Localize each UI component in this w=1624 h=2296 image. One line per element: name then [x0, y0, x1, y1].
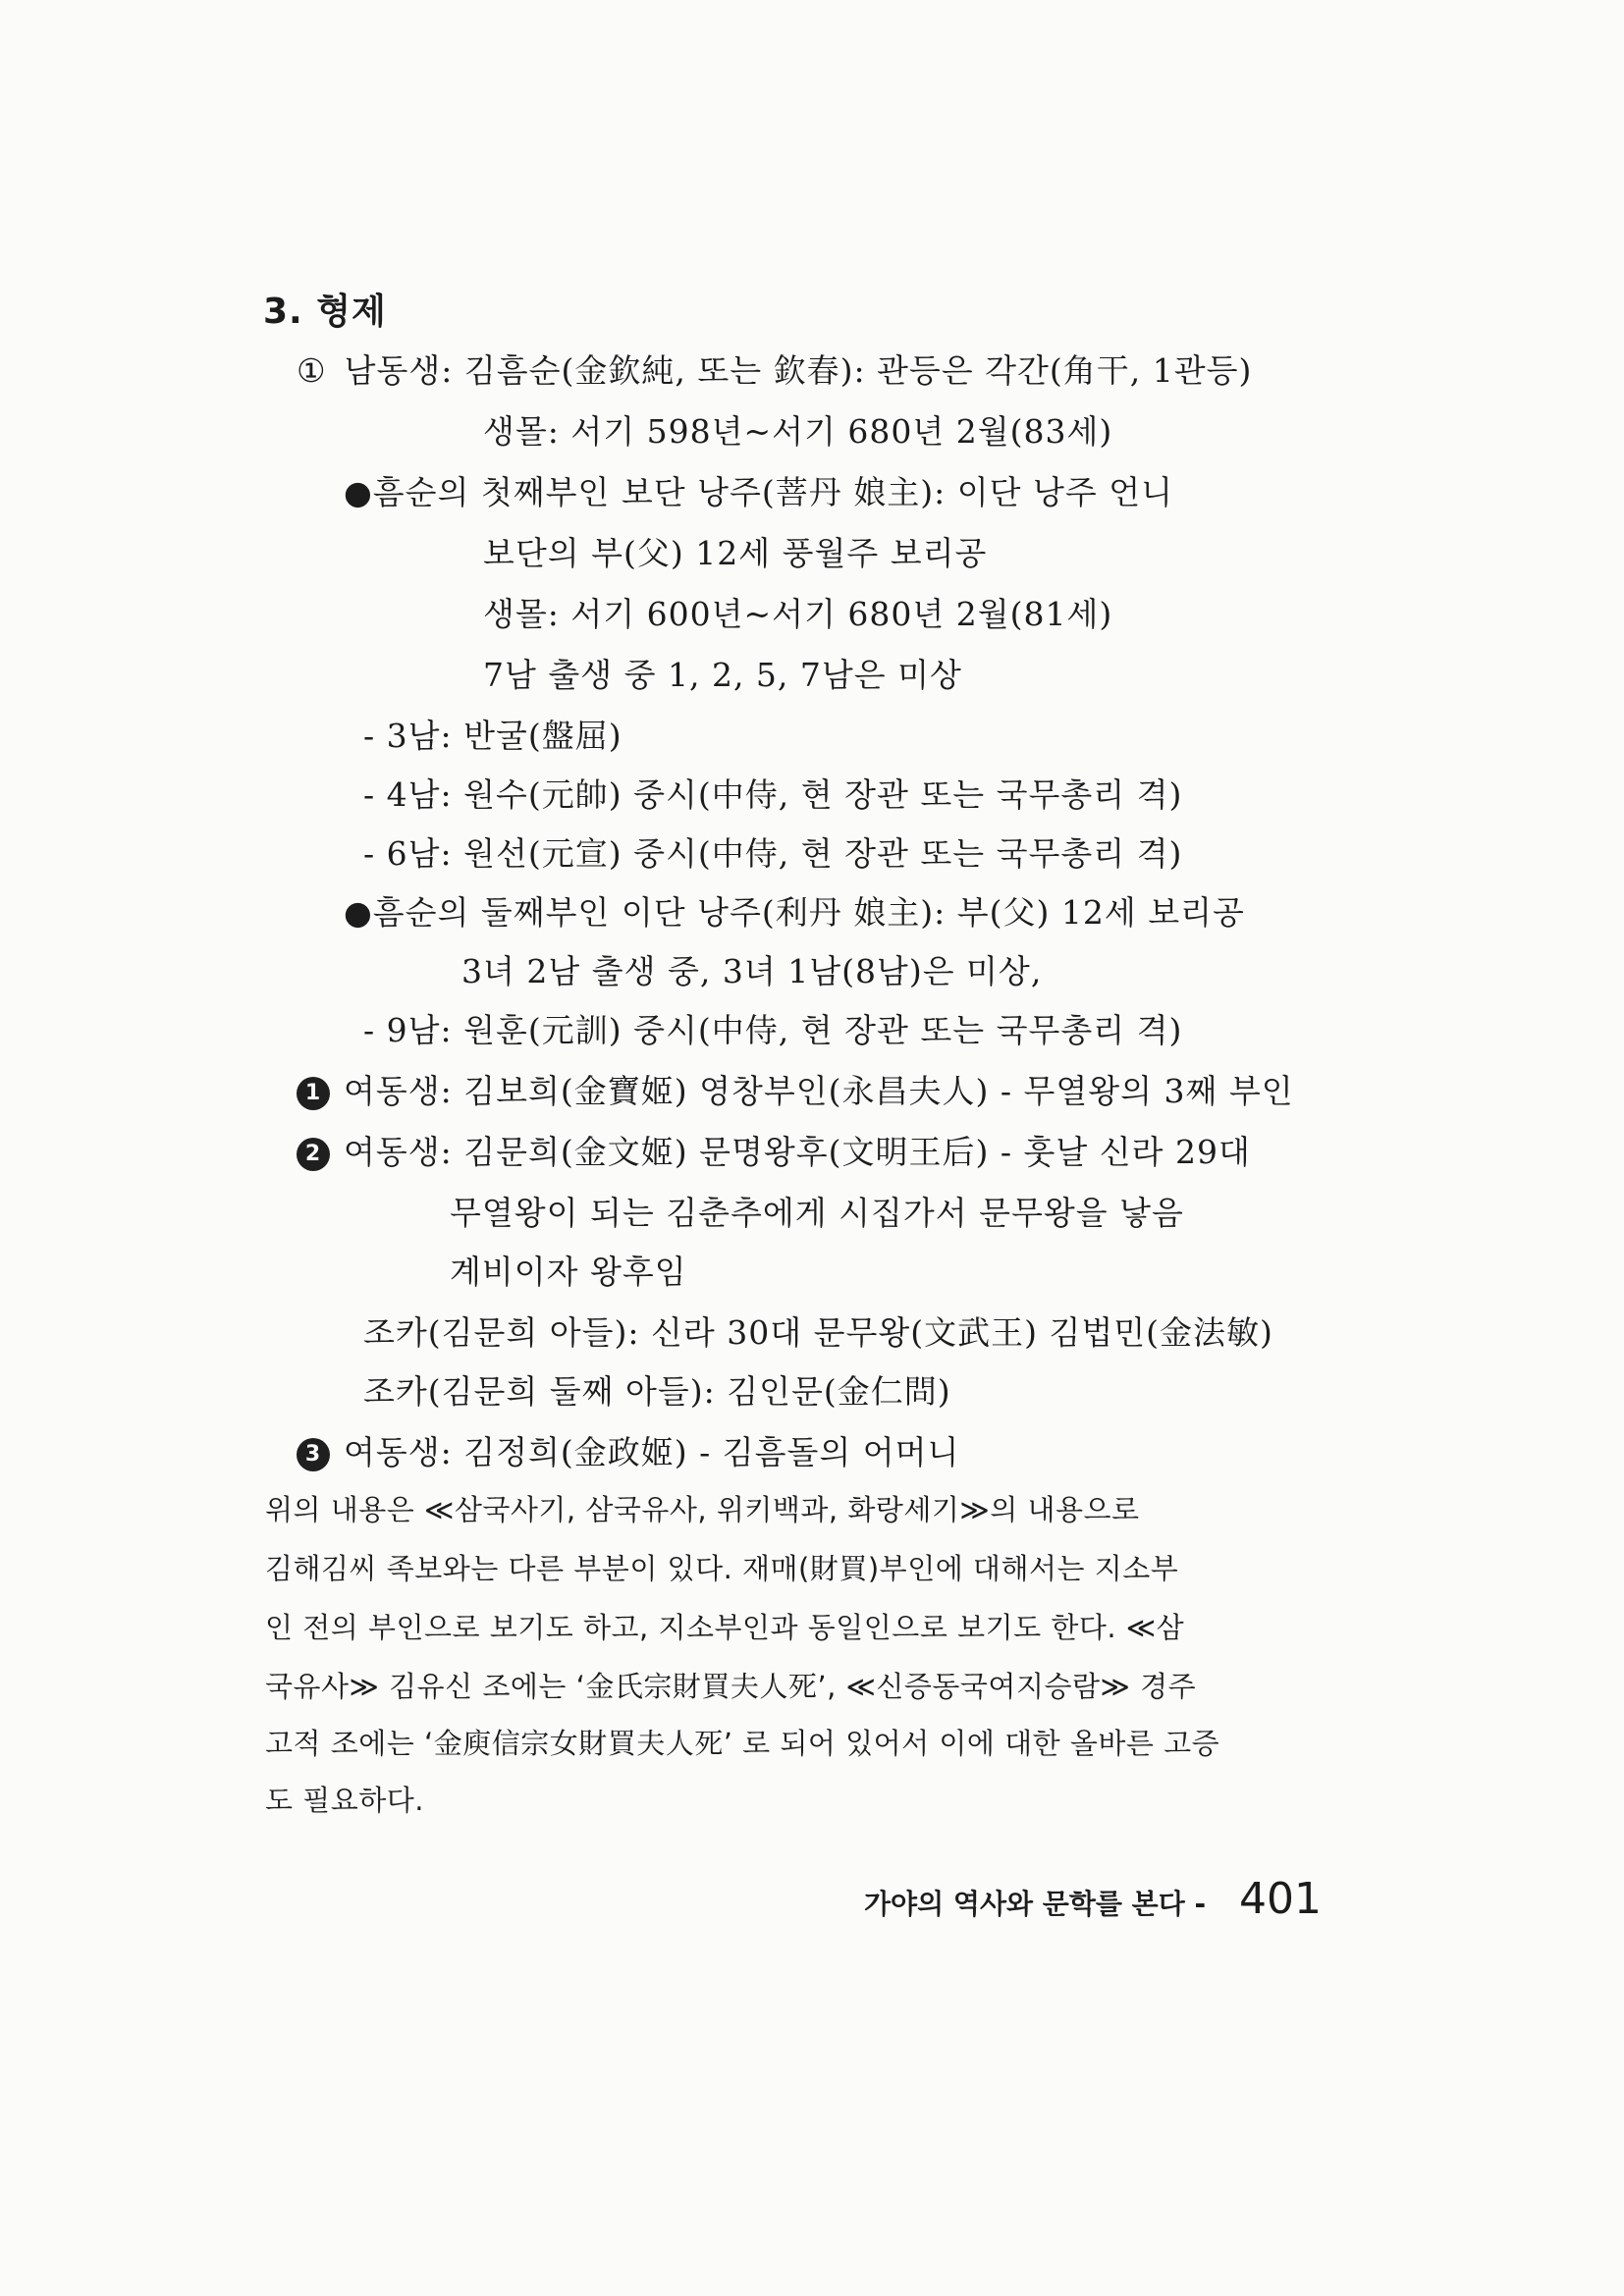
son-6: - 6남: 원선(元宣) 중시(中侍, 현 장관 또는 국무총리 격) [363, 834, 1183, 873]
filled-circle-number-1: 1 [297, 1077, 330, 1110]
entry-sister-2 [297, 1133, 1251, 1172]
son-3: - 3남: 반굴(盤屈) [363, 717, 623, 755]
entry-sister-1-text: 여동생: 김보희(金寶姬) 영창부인(永昌夫人) - 무열왕의 3째 부인 [344, 1072, 1294, 1110]
filled-circle-number-2: 2 [297, 1138, 330, 1171]
entry-sister-3 [297, 1433, 959, 1472]
son-4: - 4남: 원수(元帥) 중시(中侍, 현 장관 또는 국무총리 격) [363, 775, 1183, 814]
entry-younger-brother [297, 351, 1252, 391]
nephew-1: 조카(김문희 아들): 신라 30대 문무왕(文武王) 김법민(金法敏) [363, 1313, 1273, 1352]
second-wife-children: 3녀 2남 출생 중, 3녀 1남(8남)은 미상, [461, 952, 1043, 990]
page-number: 401 [1239, 1874, 1322, 1924]
entry-sister-1 [297, 1072, 1294, 1111]
section-title: 3. 형제 [263, 292, 387, 332]
paragraph-line-4: 국유사≫ 김유신 조에는 ‘金氏宗財買夫人死’, ≪신증동국여지승람≫ 경주 [265, 1670, 1197, 1703]
entry-sister-3-text: 여동생: 김정희(金政姬) - 김흠돌의 어머니 [344, 1433, 960, 1471]
sister-2-continued: 무열왕이 되는 김춘추에게 시집가서 문무왕을 낳음 [450, 1194, 1184, 1232]
sister-2-continued-2: 계비이자 왕후임 [450, 1253, 687, 1291]
paragraph-line-3: 인 전의 부인으로 보기도 하고, 지소부인과 동일인으로 보기도 한다. ≪삼 [265, 1611, 1185, 1644]
first-wife-children: 7남 출생 중 1, 2, 5, 7남은 미상 [483, 656, 962, 694]
son-9: - 9남: 원훈(元訓) 중시(中侍, 현 장관 또는 국무총리 격) [363, 1011, 1183, 1049]
first-wife-father: 보단의 부(父) 12세 풍월주 보리공 [483, 534, 988, 572]
entry-sister-2-text: 여동생: 김문희(金文姬) 문명왕후(文明王后) - 훗날 신라 29대 [344, 1133, 1251, 1171]
circled-number-1: ① [297, 351, 327, 390]
second-wife-line: ●흠순의 둘째부인 이단 낭주(利丹 娘主): 부(父) 12세 보리공 [344, 893, 1245, 932]
filled-circle-number-3: 3 [297, 1438, 330, 1471]
paragraph-line-5: 고적 조에는 ‘金庾信宗女財買夫人死’ 로 되어 있어서 이에 대한 올바른 고증 [265, 1727, 1220, 1760]
paragraph-line-1: 위의 내용은 ≪삼국사기, 삼국유사, 위키백과, 화랑세기≫의 내용으로 [265, 1493, 1140, 1526]
entry-younger-brother-text: 남동생: 김흠순(金欽純, 또는 欽春): 관등은 각간(角干, 1관등) [344, 351, 1253, 390]
running-footer-title: 가야의 역사와 문학를 본다 - [864, 1888, 1207, 1920]
birth-death-line: 생몰: 서기 598년~서기 680년 2월(83세) [483, 412, 1113, 451]
first-wife-line: ●흠순의 첫째부인 보단 낭주(菩丹 娘主): 이단 낭주 언니 [344, 473, 1174, 511]
nephew-2: 조카(김문희 둘째 아들): 김인문(金仁問) [363, 1372, 951, 1411]
first-wife-birth-death: 생몰: 서기 600년~서기 680년 2월(81세) [483, 595, 1113, 633]
paragraph-line-6: 도 필요하다. [265, 1784, 425, 1817]
paragraph-line-2: 김해김씨 족보와는 다른 부분이 있다. 재매(財買)부인에 대해서는 지소부 [265, 1552, 1179, 1585]
